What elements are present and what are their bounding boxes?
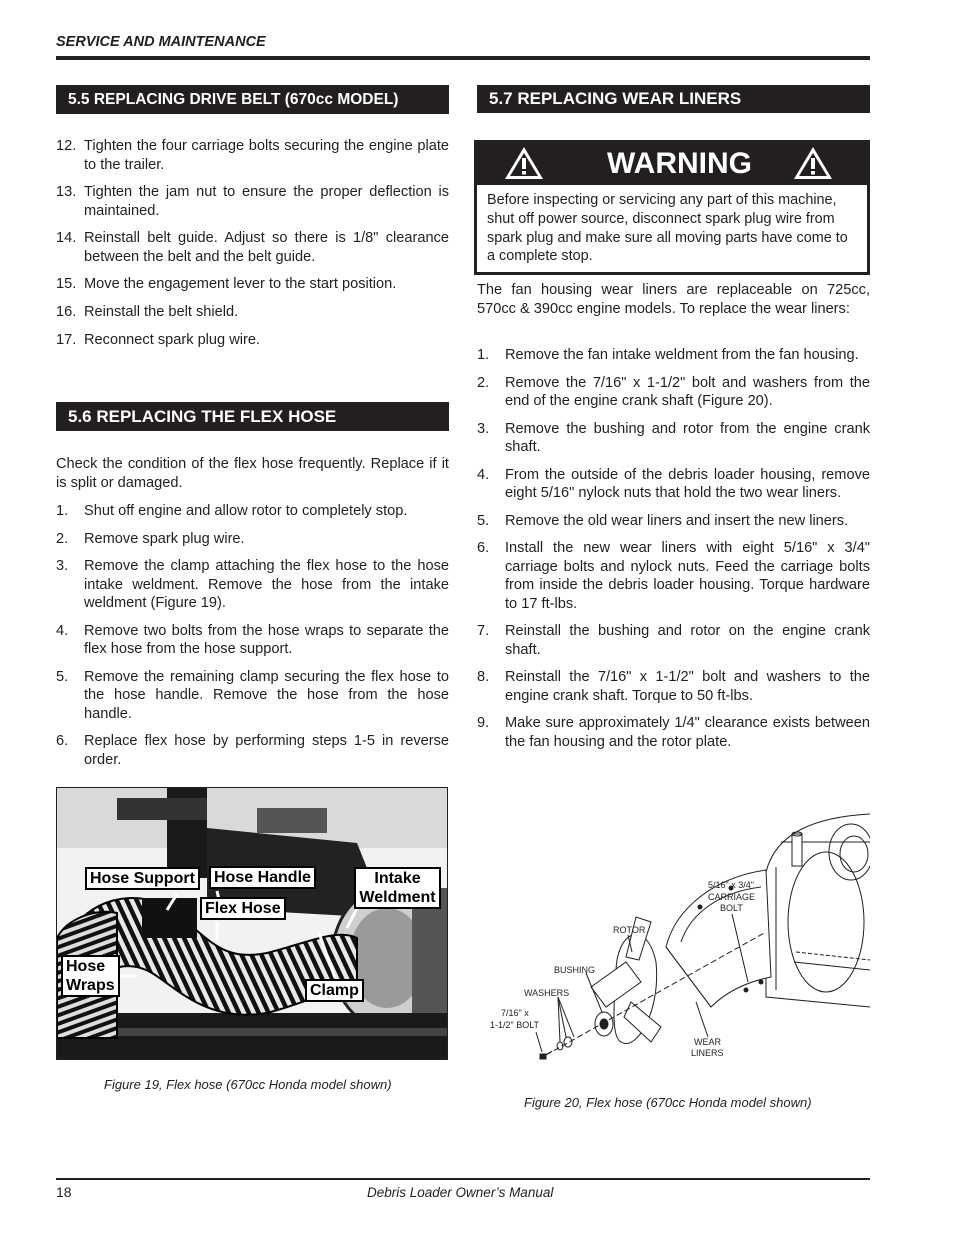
label-bushing: BUSHING bbox=[554, 965, 596, 975]
list-item: 16. Reinstall the belt shield. bbox=[56, 303, 239, 320]
list-item: 6. Install the new wear liners with eight 5/16" x 3/4" carriage bolts and nylock nuts. Feed the carriage bolts from inside the debris loader housing. Torque hardware to 17 ft-lbs. bbox=[477, 540, 870, 612]
section-5-6-intro: Check the condition of the flex hose frequently. Replace if it is split or damaged. bbox=[56, 456, 449, 491]
warning-triangle-icon bbox=[504, 146, 544, 180]
label-washers: WASHERS bbox=[524, 988, 570, 998]
label-carriage-bolt-line2: CARRIAGE bbox=[708, 892, 756, 902]
flex-hose-illustration bbox=[57, 788, 447, 1059]
label-wear-liners-line1: WEAR bbox=[694, 1037, 721, 1047]
wear-liner-exploded-diagram bbox=[476, 812, 870, 1072]
footer-rule bbox=[56, 1178, 870, 1180]
section-5-5-heading bbox=[56, 85, 449, 114]
warning-box bbox=[474, 140, 870, 275]
section-5-5-steps bbox=[56, 137, 449, 350]
section-5-7-title: 5.7 REPLACING WEAR LINERS bbox=[489, 89, 742, 108]
list-item: 3. Remove the clamp attaching the flex hose to the hose intake weldment. Remove the hose from the intake weldment (Figure 19). bbox=[56, 558, 449, 611]
list-item: 4. Remove two bolts from the hose wraps to separate the flex hose from the hose support. bbox=[56, 622, 449, 657]
section-5-7-steps bbox=[477, 346, 870, 751]
list-item: 12. Tighten the four carriage bolts securing the engine plate to the trailer. bbox=[56, 138, 449, 173]
section-5-6-heading bbox=[56, 402, 449, 431]
list-item: 3. Remove the bushing and rotor from the engine crank shaft. bbox=[477, 420, 870, 455]
list-item: 5. Remove the remaining clamp securing the flex hose to the hose handle. Remove the hose from the hose handle. bbox=[56, 668, 449, 722]
warning-triangle-icon bbox=[793, 146, 833, 180]
label-bolt-line2: 1-1/2" BOLT bbox=[490, 1020, 540, 1030]
label-wear-liners-line2: LINERS bbox=[691, 1048, 724, 1058]
callout-intake-weldment-line2: Weldment bbox=[359, 889, 436, 906]
callout-intake-weldment bbox=[354, 867, 441, 909]
list-item: 13. Tighten the jam nut to ensure the proper deflection is maintained. bbox=[56, 184, 449, 219]
list-item: 4. From the outside of the debris loader housing, remove eight 5/16" nylock nuts that hold the two wear liners. bbox=[477, 466, 870, 501]
label-bolt-line1: 7/16" x bbox=[501, 1008, 529, 1018]
list-item: 2. Remove spark plug wire. bbox=[56, 530, 245, 547]
label-carriage-bolt-line3: BOLT bbox=[720, 903, 743, 913]
page-number: 18 bbox=[56, 1184, 72, 1200]
callout-hose-wraps-line2: Wraps bbox=[66, 977, 115, 994]
list-item: 2. Remove the 7/16" x 1-1/2" bolt and washers from the end of the engine crank shaft (Figure 20). bbox=[477, 374, 870, 409]
list-item: 15. Move the engagement lever to the start position. bbox=[56, 276, 397, 292]
list-item: 1. Shut off engine and allow rotor to completely stop. bbox=[56, 503, 408, 519]
callout-intake-weldment-line1: Intake bbox=[374, 870, 421, 887]
figure-19-caption: Figure 19, Flex hose (670cc Honda model shown) bbox=[104, 1077, 392, 1092]
section-5-5-title: 5.5 REPLACING DRIVE BELT (670cc MODEL) bbox=[68, 90, 399, 108]
callout-clamp: Clamp bbox=[305, 979, 364, 1002]
callout-hose-wraps-line1: Hose bbox=[66, 958, 106, 975]
label-carriage-bolt-line1: 5/16" x 3/4" bbox=[708, 880, 754, 890]
section-5-7-heading bbox=[477, 85, 870, 113]
section-5-6-title: 5.6 REPLACING THE FLEX HOSE bbox=[68, 406, 337, 426]
callout-hose-support: Hose Support bbox=[85, 867, 200, 890]
callout-hose-handle: Hose Handle bbox=[209, 866, 316, 889]
callout-hose-wraps bbox=[61, 955, 120, 997]
flex-hose-photo bbox=[56, 787, 448, 1060]
list-item: 1. Remove the fan intake weldment from the fan housing. bbox=[477, 347, 859, 363]
list-item: 14. Reinstall belt guide. Adjust so there is 1/8" clearance between the belt and the belt guide. bbox=[56, 230, 449, 265]
list-item: 8. Reinstall the 7/16" x 1-1/2" bolt and washers to the engine crank shaft. Torque to 50 ft-lbs. bbox=[477, 669, 870, 704]
section-5-6-steps bbox=[56, 502, 449, 769]
warning-text: Before inspecting or servicing any part of this machine, shut off power source, disconnect spark plug wire from spark plug and make sure all moving parts have come to a complete stop. bbox=[487, 192, 848, 265]
label-rotor: ROTOR bbox=[613, 925, 646, 935]
list-item: 17. Reconnect spark plug wire. bbox=[56, 332, 261, 348]
list-item: 7. Reinstall the bushing and rotor on the engine crank shaft. bbox=[477, 623, 870, 658]
callout-flex-hose: Flex Hose bbox=[200, 897, 286, 920]
section-5-7-intro: The fan housing wear liners are replaceable on 725cc, 570cc & 390cc engine models. To replace the wear liners: bbox=[477, 282, 870, 317]
list-item: 5. Remove the old wear liners and insert the new liners. bbox=[477, 512, 849, 529]
warning-bar bbox=[477, 143, 867, 185]
list-item: 9. Make sure approximately 1/4" clearance exists between the fan housing and the rotor plate. bbox=[477, 715, 870, 750]
figure-20-caption: Figure 20, Flex hose (670cc Honda model shown) bbox=[524, 1095, 812, 1110]
warning-title: WARNING bbox=[607, 147, 752, 180]
running-header: SERVICE AND MAINTENANCE bbox=[56, 34, 266, 50]
list-item: 6. Replace flex hose by performing steps 1-5 in reverse order. bbox=[56, 733, 449, 768]
header-rule bbox=[56, 56, 870, 60]
manual-title: Debris Loader Owner’s Manual bbox=[367, 1185, 554, 1200]
